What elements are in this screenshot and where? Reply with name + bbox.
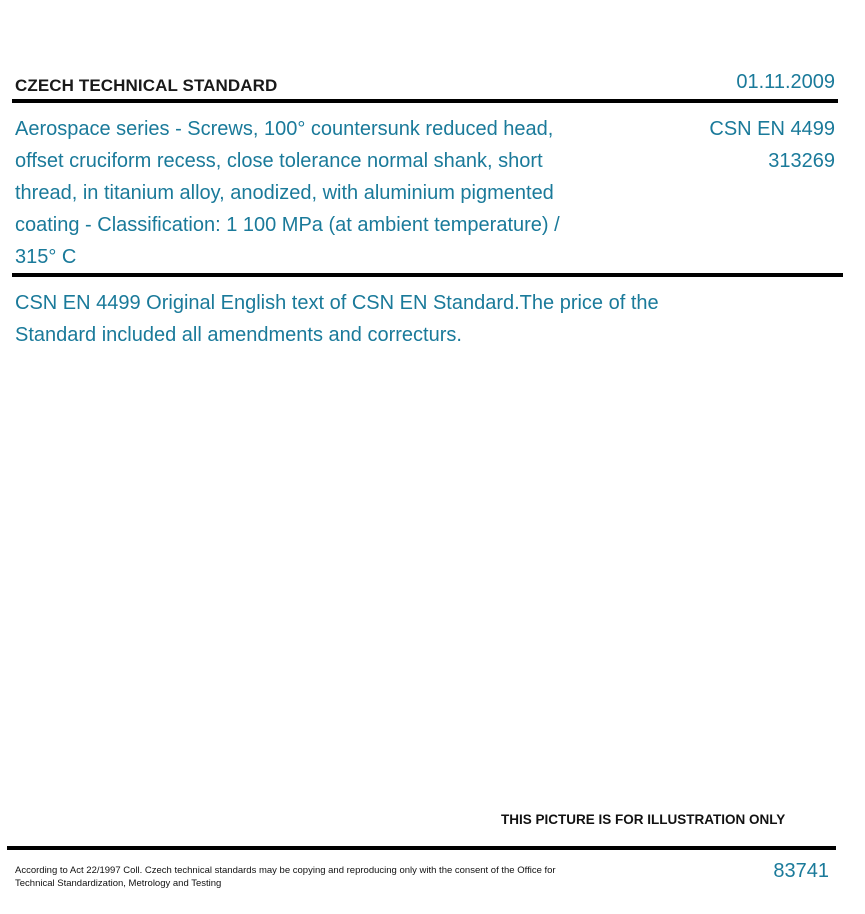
standard-number: 313269 xyxy=(768,150,835,172)
standard-code-block xyxy=(709,113,835,177)
legal-notice: According to Act 22/1997 Coll. Czech technical standards may be copying and reproducing only with the consent of the Office for Technical Standardization, Metrology and Testing xyxy=(15,865,556,889)
document-type-heading: CZECH TECHNICAL STANDARD xyxy=(15,76,278,95)
standard-description: CSN EN 4499 Original English text of CSN EN Standard.The price of the Standard included all amendments and correcturs. xyxy=(15,292,659,346)
header-divider xyxy=(12,99,838,103)
publication-date: 01.11.2009 xyxy=(736,71,835,93)
title-divider xyxy=(12,273,843,277)
document-id: 83741 xyxy=(773,860,829,882)
standard-title: Aerospace series - Screws, 100° countersunk reduced head, offset cruciform recess, close tolerance normal shank, short thread, in titanium alloy, anodized, with aluminium pigmented coating - Classification: 1 100 MPa (at ambient temperature) / 315° C xyxy=(15,118,560,268)
footer-divider xyxy=(7,846,836,850)
standard-code: CSN EN 4499 xyxy=(709,118,835,140)
illustration-note: THIS PICTURE IS FOR ILLUSTRATION ONLY xyxy=(501,812,786,827)
